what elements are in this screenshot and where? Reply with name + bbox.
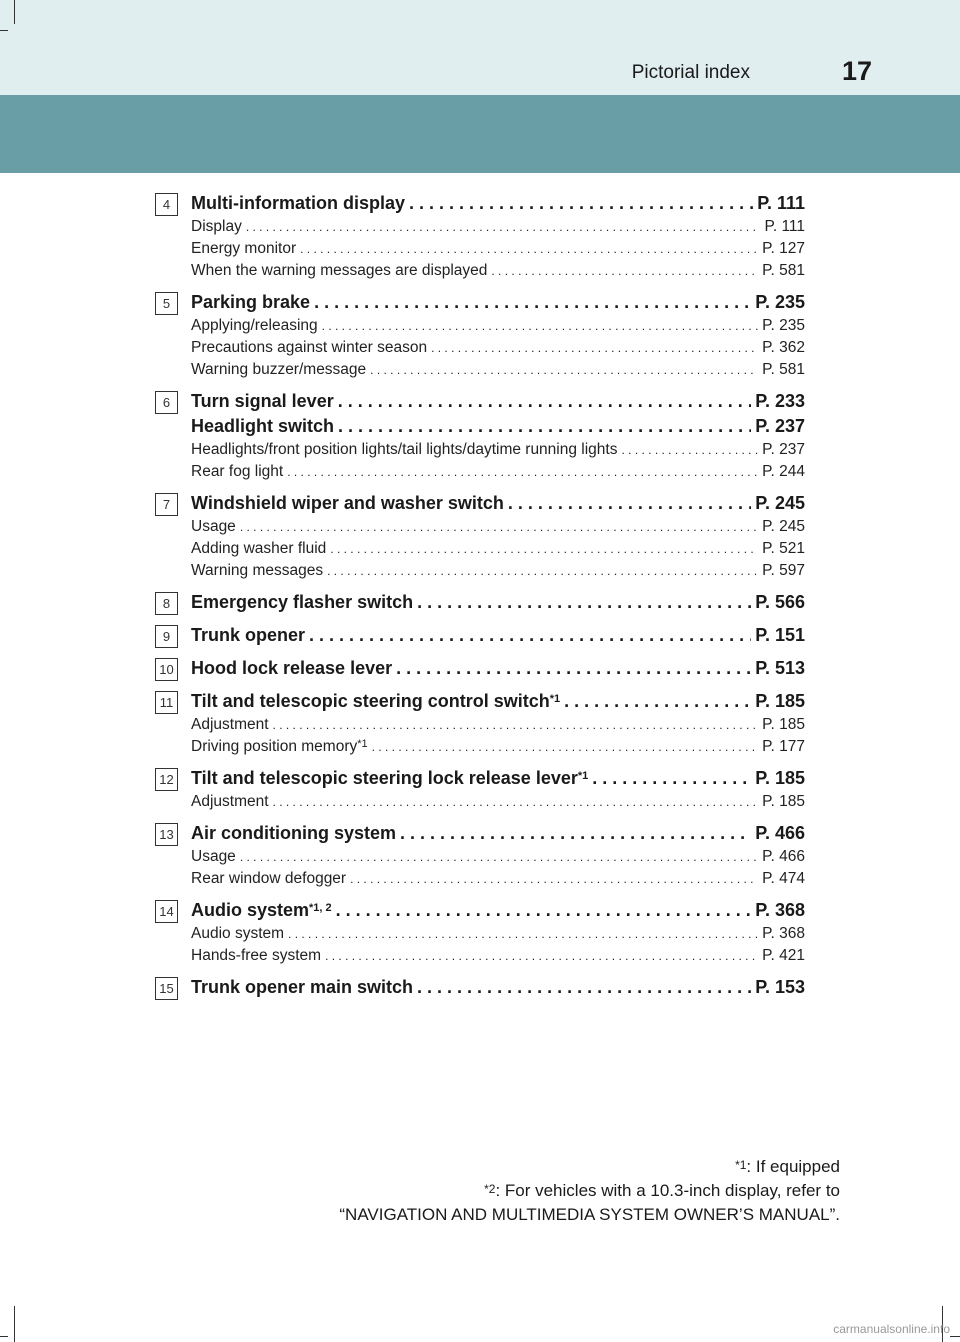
main-item-label: Emergency flasher switch [191, 592, 414, 612]
leader-dots [621, 440, 758, 461]
main-item-label: Parking brake [191, 292, 311, 312]
sub-item-row[interactable] [191, 315, 805, 337]
footnote-text: “NAVIGATION AND MULTIMEDIA SYSTEM OWNER’S MANUAL”. [339, 1205, 840, 1224]
sub-item-label: Warning messages [191, 562, 324, 579]
main-item-label: Windshield wiper and washer switch [191, 493, 504, 513]
main-item-page-ref[interactable]: P. 566 [755, 592, 805, 612]
main-item-page-ref[interactable]: P. 111 [757, 193, 805, 213]
footnote-line [339, 1203, 840, 1227]
index-entry [155, 898, 805, 967]
footnote-mark: *1 [577, 770, 589, 782]
sub-item-row[interactable] [191, 945, 805, 967]
leader-dots [592, 766, 751, 791]
main-item-row[interactable] [191, 491, 805, 516]
main-item-page-ref[interactable]: P. 368 [755, 900, 805, 920]
sub-item-label: Warning buzzer/message [191, 361, 367, 378]
leader-dots [491, 261, 758, 282]
sub-item-row[interactable] [191, 846, 805, 868]
footnote-mark: *2 [484, 1182, 496, 1196]
sub-item-label: Rear fog light [191, 463, 284, 480]
main-item-label: Headlight switch [191, 416, 335, 436]
crop-mark [14, 0, 15, 24]
main-item-row[interactable] [191, 191, 805, 216]
index-entry [155, 975, 805, 1000]
main-item-row[interactable] [191, 975, 805, 1000]
leader-dots [300, 239, 758, 260]
main-item-label: Trunk opener [191, 625, 306, 645]
sub-item-page-ref[interactable]: P. 597 [762, 562, 805, 579]
footnote-mark: *1, 2 [309, 902, 332, 914]
main-item-label: Air conditioning system [191, 823, 397, 843]
header-color-band [0, 95, 960, 173]
header-top-band [0, 0, 960, 95]
index-entry [155, 590, 805, 615]
sub-item-page-ref[interactable]: P. 466 [762, 848, 805, 865]
sub-item-page-ref[interactable]: P. 362 [762, 339, 805, 356]
footnote-mark: *1 [549, 693, 561, 705]
item-number-badge: 9 [155, 625, 178, 648]
main-item-row[interactable] [191, 898, 805, 923]
leader-dots [322, 316, 759, 337]
leader-dots [400, 821, 751, 846]
main-item-page-ref[interactable]: P. 185 [755, 691, 805, 711]
index-entry [155, 191, 805, 282]
leader-dots [330, 539, 758, 560]
leader-dots [409, 191, 753, 216]
main-item-label: Trunk opener main switch [191, 977, 414, 997]
page-number: 17 [841, 56, 872, 86]
sub-item-page-ref[interactable]: P. 521 [762, 540, 805, 557]
index-entry [155, 656, 805, 681]
section-title: Pictorial index [631, 62, 750, 83]
index-entry [155, 389, 805, 483]
leader-dots [288, 924, 758, 945]
sub-item-label: Usage [191, 848, 236, 865]
main-item-row[interactable] [191, 389, 805, 414]
main-item-label: Turn signal lever [191, 391, 334, 411]
crop-mark [14, 1306, 15, 1342]
footnote-mark: *1 [735, 1158, 747, 1172]
leader-dots [338, 389, 752, 414]
leader-dots [240, 847, 758, 868]
sub-item-page-ref[interactable]: P. 581 [762, 361, 805, 378]
index-entry [155, 290, 805, 381]
index-entry [155, 766, 805, 813]
footnote-mark: *1 [357, 738, 368, 750]
leader-dots [336, 898, 752, 923]
item-number-badge: 12 [155, 768, 178, 791]
sub-item-row[interactable] [191, 736, 805, 758]
sub-item-row[interactable] [191, 439, 805, 461]
sub-item-label: Adjustment [191, 716, 269, 733]
leader-dots [287, 462, 758, 483]
leader-dots [370, 360, 758, 381]
sub-item-row[interactable] [191, 560, 805, 582]
sub-item-label: Display [191, 218, 242, 235]
sub-item-row[interactable] [191, 216, 805, 238]
sub-item-page-ref[interactable]: P. 474 [762, 870, 805, 887]
footnote-line [339, 1179, 840, 1203]
sub-item-row[interactable] [191, 868, 805, 890]
sub-item-row[interactable] [191, 260, 805, 282]
main-item-page-ref[interactable]: P. 233 [755, 391, 805, 411]
leader-dots [372, 737, 759, 758]
leader-dots [273, 715, 759, 736]
sub-item-row[interactable] [191, 461, 805, 483]
sub-item-row[interactable] [191, 516, 805, 538]
leader-dots [417, 590, 751, 615]
sub-item-label: Headlights/front position lights/tail lights/daytime running lights [191, 441, 618, 458]
main-item-row[interactable] [191, 414, 805, 439]
sub-item-label: Energy monitor [191, 240, 297, 257]
sub-item-label: When the warning messages are displayed [191, 262, 488, 279]
sub-item-label: Applying/releasing [191, 317, 318, 334]
crop-mark [0, 30, 8, 31]
leader-dots [350, 869, 758, 890]
main-item-page-ref[interactable]: P. 151 [755, 625, 805, 645]
main-item-label: Audio system$^{*1, 2}$ [191, 900, 332, 920]
main-item-page-ref[interactable]: P. 245 [755, 493, 805, 513]
footnote-text: : For vehicles with a 10.3-inch display, refer to [495, 1181, 840, 1200]
item-number-badge: 10 [155, 658, 178, 681]
sub-item-label: Audio system [191, 925, 285, 942]
leader-dots [338, 414, 751, 439]
sub-item-page-ref[interactable]: P. 244 [762, 463, 805, 480]
leader-dots [508, 491, 751, 516]
item-number-badge: 6 [155, 391, 178, 414]
main-item-row[interactable] [191, 290, 805, 315]
main-item-page-ref[interactable]: P. 235 [755, 292, 805, 312]
leader-dots [325, 946, 758, 967]
item-number-badge: 7 [155, 493, 178, 516]
sub-item-page-ref[interactable]: P. 421 [762, 947, 805, 964]
leader-dots [273, 792, 759, 813]
item-number-badge: 14 [155, 900, 178, 923]
leader-dots [240, 517, 758, 538]
sub-item-label: Rear window defogger [191, 870, 347, 887]
index-entry [155, 491, 805, 582]
sub-item-page-ref[interactable]: P. 177 [762, 738, 805, 755]
main-item-label: Hood lock release lever [191, 658, 393, 678]
sub-item-label: Adjustment [191, 793, 269, 810]
sub-item-row[interactable] [191, 337, 805, 359]
sub-item-page-ref[interactable]: P. 185 [762, 793, 805, 810]
leader-dots [246, 217, 761, 238]
main-item-row[interactable] [191, 689, 805, 714]
item-number-badge: 11 [155, 691, 178, 714]
main-item-row[interactable] [191, 623, 805, 648]
main-item-label: Tilt and telescopic steering lock release lever$^{*1}$ [191, 768, 589, 788]
sub-item-page-ref[interactable]: P. 235 [762, 317, 805, 334]
main-item-page-ref[interactable]: P. 153 [755, 977, 805, 997]
leader-dots [309, 623, 751, 648]
crop-mark [950, 1336, 960, 1337]
leader-dots [417, 975, 751, 1000]
sub-item-label: Driving position memory$^{*1}$ [191, 738, 368, 755]
item-number-badge: 15 [155, 977, 178, 1000]
main-item-page-ref[interactable]: P. 185 [755, 768, 805, 788]
pictorial-index-list [155, 191, 805, 1008]
main-item-row[interactable] [191, 766, 805, 791]
sub-item-label: Usage [191, 518, 236, 535]
watermark: carmanualsonline.info [833, 1322, 950, 1336]
item-number-badge: 4 [155, 193, 178, 216]
sub-item-label: Adding washer fluid [191, 540, 327, 557]
crop-mark [0, 1336, 8, 1337]
index-entry [155, 689, 805, 758]
item-number-badge: 13 [155, 823, 178, 846]
main-item-page-ref[interactable]: P. 513 [755, 658, 805, 678]
sub-item-page-ref[interactable]: P. 237 [762, 441, 805, 458]
main-item-label: Tilt and telescopic steering control switch$^{*1}$ [191, 691, 561, 711]
leader-dots [396, 656, 751, 681]
sub-item-row[interactable] [191, 791, 805, 813]
sub-item-label: Hands-free system [191, 947, 322, 964]
sub-item-row[interactable] [191, 538, 805, 560]
sub-item-row[interactable] [191, 238, 805, 260]
main-item-row[interactable] [191, 590, 805, 615]
footnotes [339, 1155, 840, 1227]
sub-item-page-ref[interactable]: P. 368 [762, 925, 805, 942]
footnote-line [339, 1155, 840, 1179]
item-number-badge: 5 [155, 292, 178, 315]
sub-item-page-ref[interactable]: P. 111 [764, 218, 805, 235]
item-number-badge: 8 [155, 592, 178, 615]
leader-dots [314, 290, 751, 315]
footnote-text: : If equipped [746, 1157, 840, 1176]
index-entry [155, 623, 805, 648]
main-item-row[interactable] [191, 656, 805, 681]
sub-item-label: Precautions against winter season [191, 339, 428, 356]
sub-item-row[interactable] [191, 359, 805, 381]
sub-item-row[interactable] [191, 923, 805, 945]
sub-item-page-ref[interactable]: P. 185 [762, 716, 805, 733]
leader-dots [564, 689, 751, 714]
main-item-label: Multi-information display [191, 193, 405, 213]
leader-dots [327, 561, 758, 582]
main-item-row[interactable] [191, 821, 805, 846]
sub-item-page-ref[interactable]: P. 581 [762, 262, 805, 279]
sub-item-page-ref[interactable]: P. 127 [762, 240, 805, 257]
main-item-page-ref[interactable]: P. 466 [755, 823, 805, 843]
main-item-page-ref[interactable]: P. 237 [755, 416, 805, 436]
index-entry [155, 821, 805, 890]
leader-dots [431, 338, 758, 359]
sub-item-row[interactable] [191, 714, 805, 736]
sub-item-page-ref[interactable]: P. 245 [762, 518, 805, 535]
